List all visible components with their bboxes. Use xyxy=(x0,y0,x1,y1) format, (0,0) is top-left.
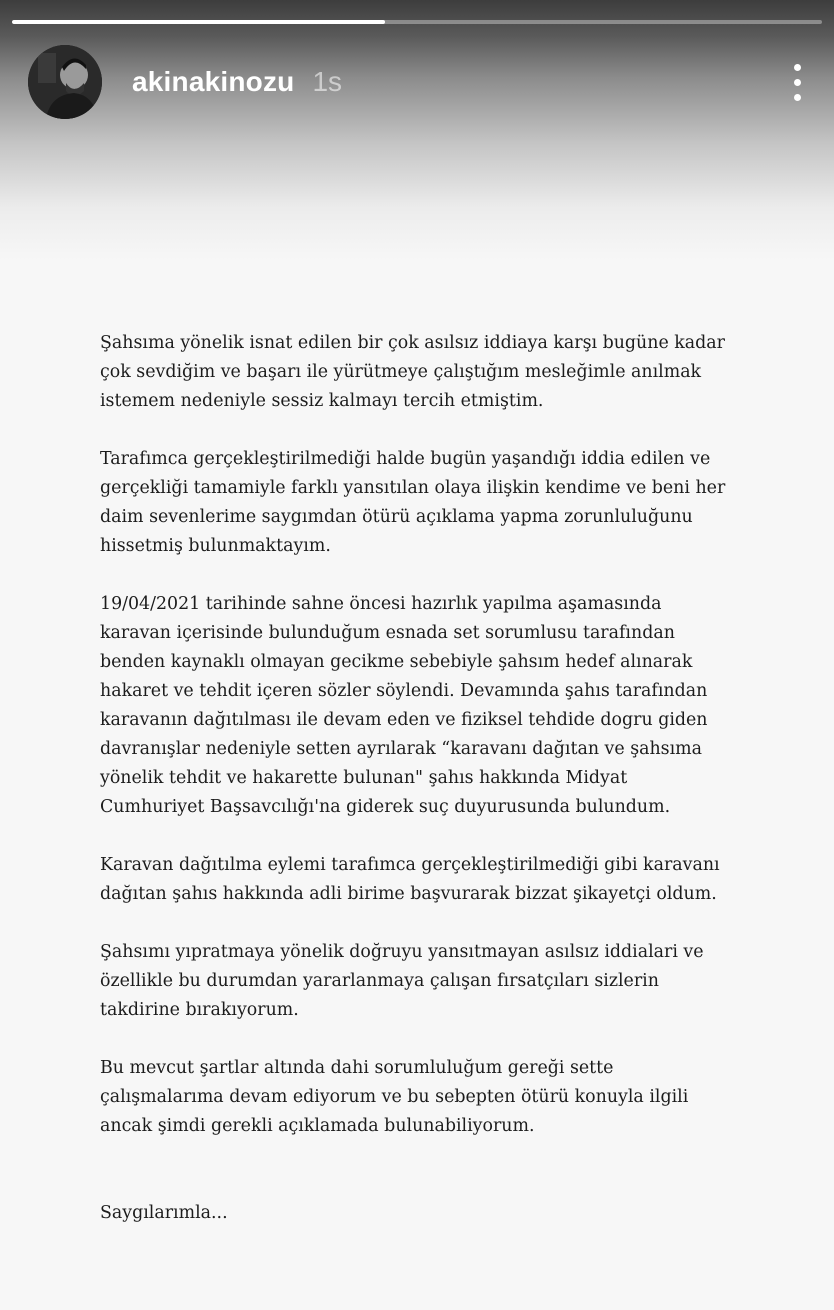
letter-line: çok sevdiğim ve başarı ile yürütmeye çalıştığım mesleğimle anılmak xyxy=(100,362,702,382)
letter-paragraph xyxy=(100,590,760,822)
letter-line: karavanın dağıtılması ile devam eden ve fiziksel tehdide dogru giden xyxy=(100,710,708,730)
story-progress-fill xyxy=(12,20,385,24)
letter-line: özellikle bu durumdan yararlanmaya çalışan fırsatçıları sizlerin xyxy=(100,971,659,991)
letter-paragraph xyxy=(100,329,760,416)
letter-line: gerçekliği tamamiyle farklı yansıtılan olaya ilişkin kendime ve beni her xyxy=(100,478,726,498)
letter-line: Cumhuriyet Başsavcılığı'na giderek suç duyurusunda bulundum. xyxy=(100,797,671,817)
letter-line: istemem nedeniyle sessiz kalmayı tercih etmiştim. xyxy=(100,391,544,411)
letter-paragraph xyxy=(100,1054,760,1141)
more-dot xyxy=(794,94,801,101)
letter-line: Karavan dağıtılma eylemi tarafımca gerçekleştirilmediği gibi karavanı xyxy=(100,855,720,875)
story-header xyxy=(28,44,814,120)
more-dot xyxy=(794,64,801,71)
letter-line: yönelik tehdit ve hakarette bulunan" şahıs hakkında Midyat xyxy=(100,768,628,788)
letter-line: daim sevenlerime saygımdan ötürü açıklama yapma zorunluluğunu xyxy=(100,507,693,527)
post-time: 1s xyxy=(312,66,343,97)
username-link[interactable]: akinakinozu xyxy=(132,66,295,97)
avatar-image xyxy=(28,45,102,119)
letter-line: davranışlar nedeniyle setten ayrılarak “karavanı dağıtan ve şahsıma xyxy=(100,739,703,759)
more-vertical-icon[interactable] xyxy=(780,50,814,114)
letter-line: hakaret ve tehdit içeren sözler söylendi. Devamında şahıs tarafından xyxy=(100,681,708,701)
letter-line: karavan içerisinde bulunduğum esnada set sorumlusu tarafından xyxy=(100,623,675,643)
letter-line: Şahsımı yıpratmaya yönelik doğruyu yansıtmayan asılsız iddialari ve xyxy=(100,942,704,962)
letter-line: hissetmiş bulunmaktayım. xyxy=(100,536,331,556)
letter-paragraph xyxy=(100,938,760,1025)
letter-line: çalışmalarıma devam ediyorum ve bu sebepten ötürü konuyla ilgili xyxy=(100,1087,689,1107)
letter-paragraph xyxy=(100,851,760,909)
user-avatar[interactable] xyxy=(28,45,102,119)
letter-line: Bu mevcut şartlar altında dahi sorumluluğum gereği sette xyxy=(100,1058,614,1078)
letter-line: 19/04/2021 tarihinde sahne öncesi hazırlık yapılma aşamasında xyxy=(100,594,662,614)
letter-line: Tarafımca gerçekleştirilmediği halde bugün yaşandığı iddia edilen ve xyxy=(100,449,711,469)
letter-line: ancak şimdi gerekli açıklamada bulunabiliyorum. xyxy=(100,1116,535,1136)
more-dot xyxy=(794,79,801,86)
letter-closing: Saygılarımla... xyxy=(100,1203,228,1223)
top-gradient-overlay xyxy=(0,0,834,260)
letter-line: benden kaynaklı olmayan gecikme sebebiyle şahsım hedef alınarak xyxy=(100,652,693,672)
letter-paragraph xyxy=(100,445,760,561)
letter-line: Şahsıma yönelik isnat edilen bir çok asılsız iddiaya karşı bugüne kadar xyxy=(100,333,725,353)
letter-line: dağıtan şahıs hakkında adli birime başvurarak bizzat şikayetçi oldum. xyxy=(100,884,717,904)
statement-letter xyxy=(100,329,760,1257)
letter-line: takdirine bırakıyorum. xyxy=(100,1000,299,1020)
story-progress-bar xyxy=(12,20,822,24)
